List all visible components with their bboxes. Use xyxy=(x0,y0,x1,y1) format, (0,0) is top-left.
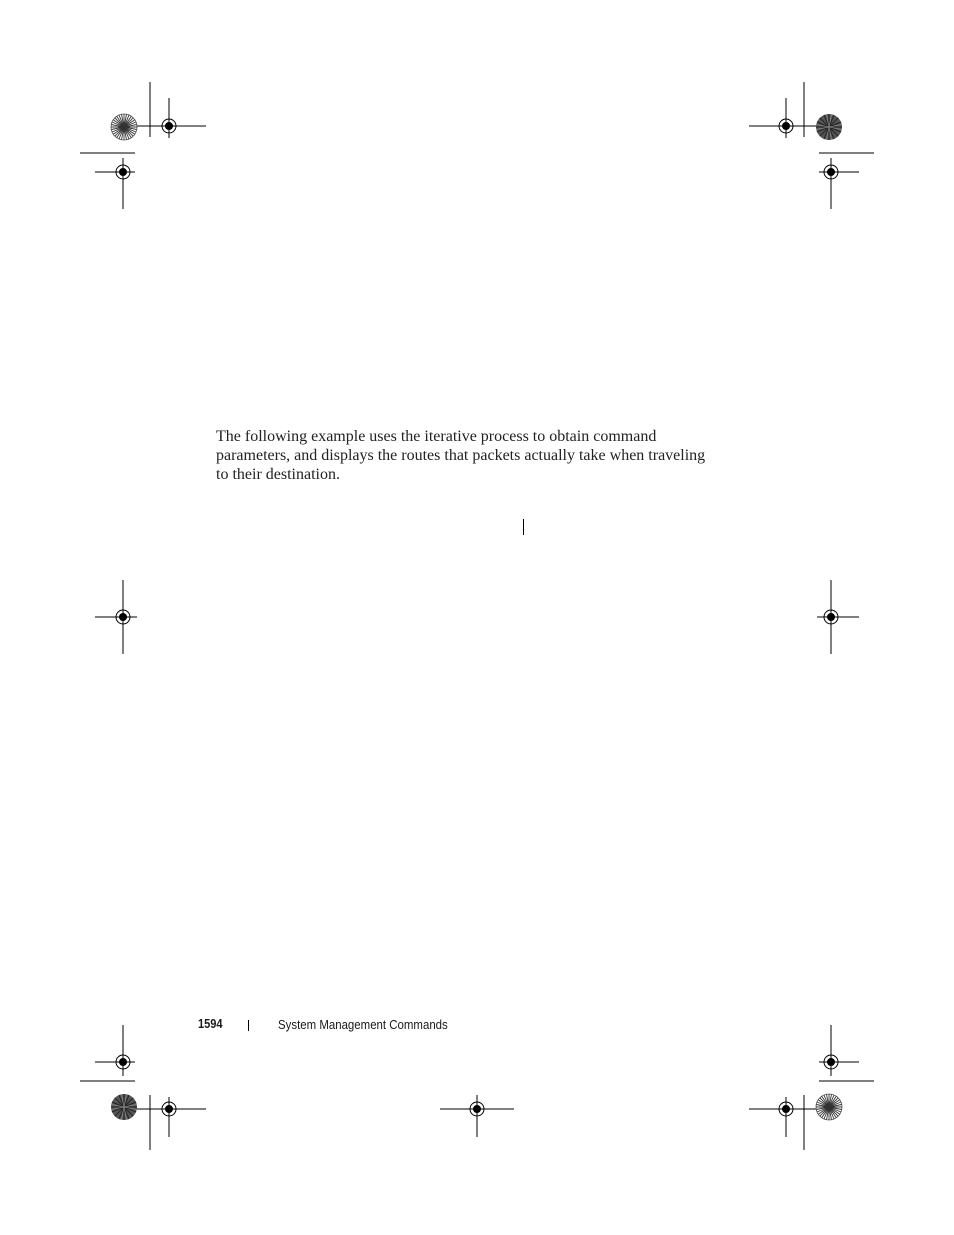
footer-divider xyxy=(248,1020,249,1031)
change-bar xyxy=(523,519,524,535)
starburst-icon xyxy=(111,114,137,140)
page-number: 1594 xyxy=(198,1016,223,1031)
starburst-icon xyxy=(816,1094,842,1120)
starburst-icon xyxy=(816,114,842,140)
registration-mark-icon xyxy=(95,98,859,1137)
body-paragraph: The following example uses the iterative process to obtain command parameters, and displays the routes that packets actually take when traveling to their destination. xyxy=(216,428,706,483)
footer-section-title: System Management Commands xyxy=(278,1017,448,1032)
starburst-icon xyxy=(111,1094,137,1120)
